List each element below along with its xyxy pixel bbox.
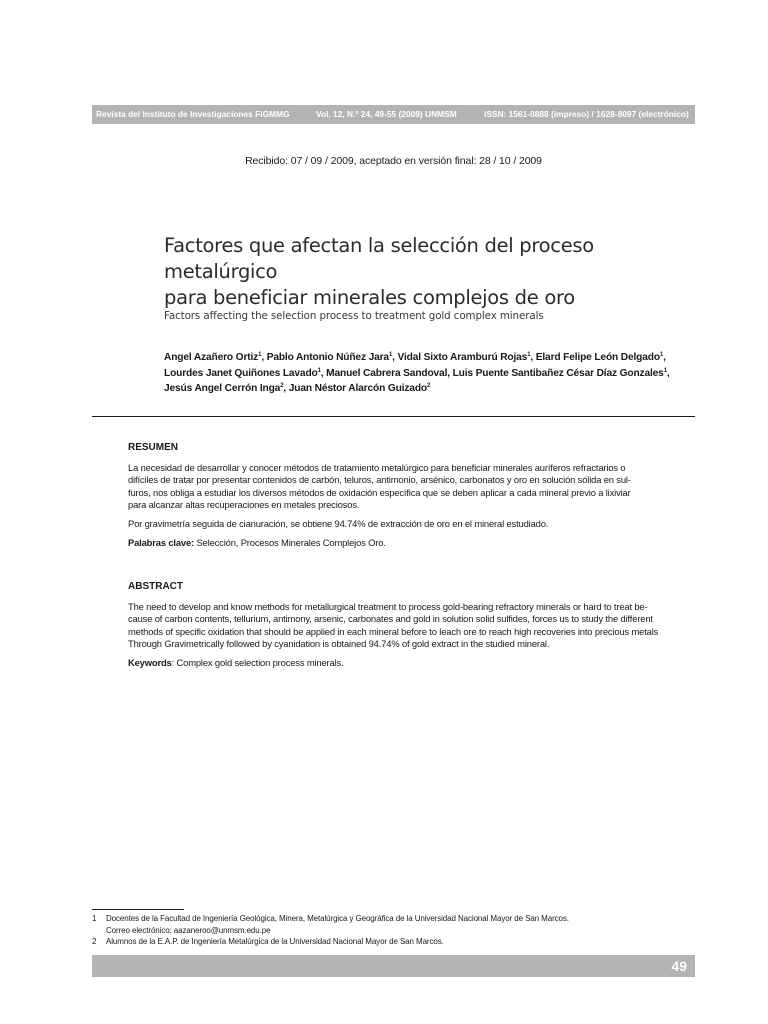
keywords-text: Selección, Procesos Minerales Complejos Oro. <box>194 536 386 548</box>
author-line-3 <box>164 381 704 397</box>
abstract-keywords <box>128 657 668 670</box>
footnote-email: Correo electrónico: aazaneroo@unmsm.edu.pe <box>106 925 271 935</box>
paper-title-line-2: para beneficiar minerales complejos de oro <box>164 286 575 309</box>
footnote-2 <box>92 936 695 948</box>
abstract-line: methods of specific oxidation that should be applied in each mineral before to leach ore to reach high recoveries into precious metals <box>128 625 659 637</box>
footnote-1 <box>92 913 695 936</box>
resumen-result: Por gravimetría seguida de cianuración, se obtiene 94.74% de extracción de oro en el mineral estudiado. <box>128 517 549 529</box>
author: Angel Azañero Ortiz <box>164 352 259 363</box>
keywords-label: Keywords <box>128 656 172 668</box>
section-divider <box>92 416 695 417</box>
received-date: Recibido: 07 / 09 / 2009, aceptado en versión final: 28 / 10 / 2009 <box>245 155 542 167</box>
resumen-keywords <box>128 537 668 550</box>
page-number: 49 <box>671 958 687 974</box>
footnotes <box>92 913 695 948</box>
author: , Vidal Sixto Aramburú Rojas <box>392 352 528 363</box>
affiliation-mark: 1 <box>388 352 393 358</box>
journal-header-bar <box>92 105 695 124</box>
author-separator: , <box>666 367 670 379</box>
resumen-line: para alcanzar altas recuperaciones en metales preciosos. <box>128 499 360 511</box>
paper-subtitle-english: Factors affecting the selection process to treatment gold complex minerals <box>164 310 544 322</box>
resumen-line: furos, nos obliga a estudiar los diversos métodos de oxidación específica que se deben aplicar a cada mineral previo a lixiviar <box>128 486 631 498</box>
keywords-label: Palabras clave: <box>128 536 195 548</box>
author-list <box>164 350 704 397</box>
affiliation-mark: 1 <box>527 352 531 358</box>
paper-title <box>164 233 704 311</box>
resumen-heading: RESUMEN <box>128 442 179 453</box>
author: Jesús Angel Cerrón Inga <box>164 383 281 394</box>
author-line-1 <box>164 350 704 366</box>
journal-issn: ISSN: 1561-0888 (impreso) / 1628-8097 (electrónico) <box>484 109 689 119</box>
footnote-text: Docentes de la Facultad de Ingeniería Geológica, Minera, Metalúrgica y Geográfica de la Universidad Nacional Mayor de San Marcos. <box>106 914 569 923</box>
footnote-text: Alumnos de la E.A.P. de Ingeniería Metalúrgica de la Universidad Nacional Mayor de San Marcos. <box>106 937 444 946</box>
author: , Manuel Cabrera Sandoval, Luis Puente Santibañez César Díaz Gonzales <box>320 367 664 379</box>
author: , Elard Felipe León Delgado <box>530 352 660 363</box>
footnote-divider <box>92 909 184 910</box>
journal-volume: Vol. 12, N.º 24, 49-55 (2009) UNMSM <box>316 109 457 119</box>
affiliation-mark: 1 <box>258 352 262 358</box>
author: Lourdes Janet Quiñones Lavado <box>164 367 318 379</box>
resumen-line: difíciles de tratar por presentar contenidos de carbón, teluros, antimonio, arsénico, carbonatos y oro en solución sólida en sul- <box>128 474 631 486</box>
abstract-line: The need to develop and know methods for metallurgical treatment to process gold-bearing refractory minerals or hard to treat be- <box>128 600 648 612</box>
page-footer-bar <box>92 955 695 977</box>
abstract-line: cause of carbon contents, tellurium, antimony, arsenic, carbonates and gold in solution solid sulfides, forces us to study the different <box>128 613 653 625</box>
abstract-heading: ABSTRACT <box>128 581 183 592</box>
author: , Juan Néstor Alarcón Guizado <box>283 383 427 394</box>
abstract-paragraph <box>128 601 668 651</box>
resumen-section <box>128 442 668 555</box>
affiliation-mark: 1 <box>317 367 321 374</box>
affiliation-mark: 1 <box>659 352 664 358</box>
affiliation-mark: 2 <box>426 383 431 389</box>
affiliation-mark: 1 <box>663 367 667 374</box>
footnote-number: 1 <box>92 914 97 923</box>
affiliation-mark: 2 <box>280 383 284 389</box>
author: , Pablo Antonio Núñez Jara <box>261 352 389 363</box>
author-line-2 <box>164 366 704 382</box>
abstract-line: Through Gravimetrically followed by cyanidation is obtained 94.74% of gold extract in the studied mineral. <box>128 638 550 650</box>
resumen-paragraph <box>128 462 668 512</box>
abstract-section <box>128 581 668 676</box>
keywords-text: : Complex gold selection process minerals. <box>171 656 344 668</box>
paper-title-line-1: Factores que afectan la selección del proceso metalúrgico <box>164 234 594 283</box>
footnote-number: 2 <box>92 937 97 946</box>
resumen-line: La necesidad de desarrollar y conocer métodos de tratamiento metalúrgico para beneficiar minerales auríferos refractarios o <box>128 461 626 473</box>
author-separator: , <box>663 352 666 363</box>
journal-name: Revista del Instituto de Investigaciones FIGMMG <box>96 109 290 119</box>
